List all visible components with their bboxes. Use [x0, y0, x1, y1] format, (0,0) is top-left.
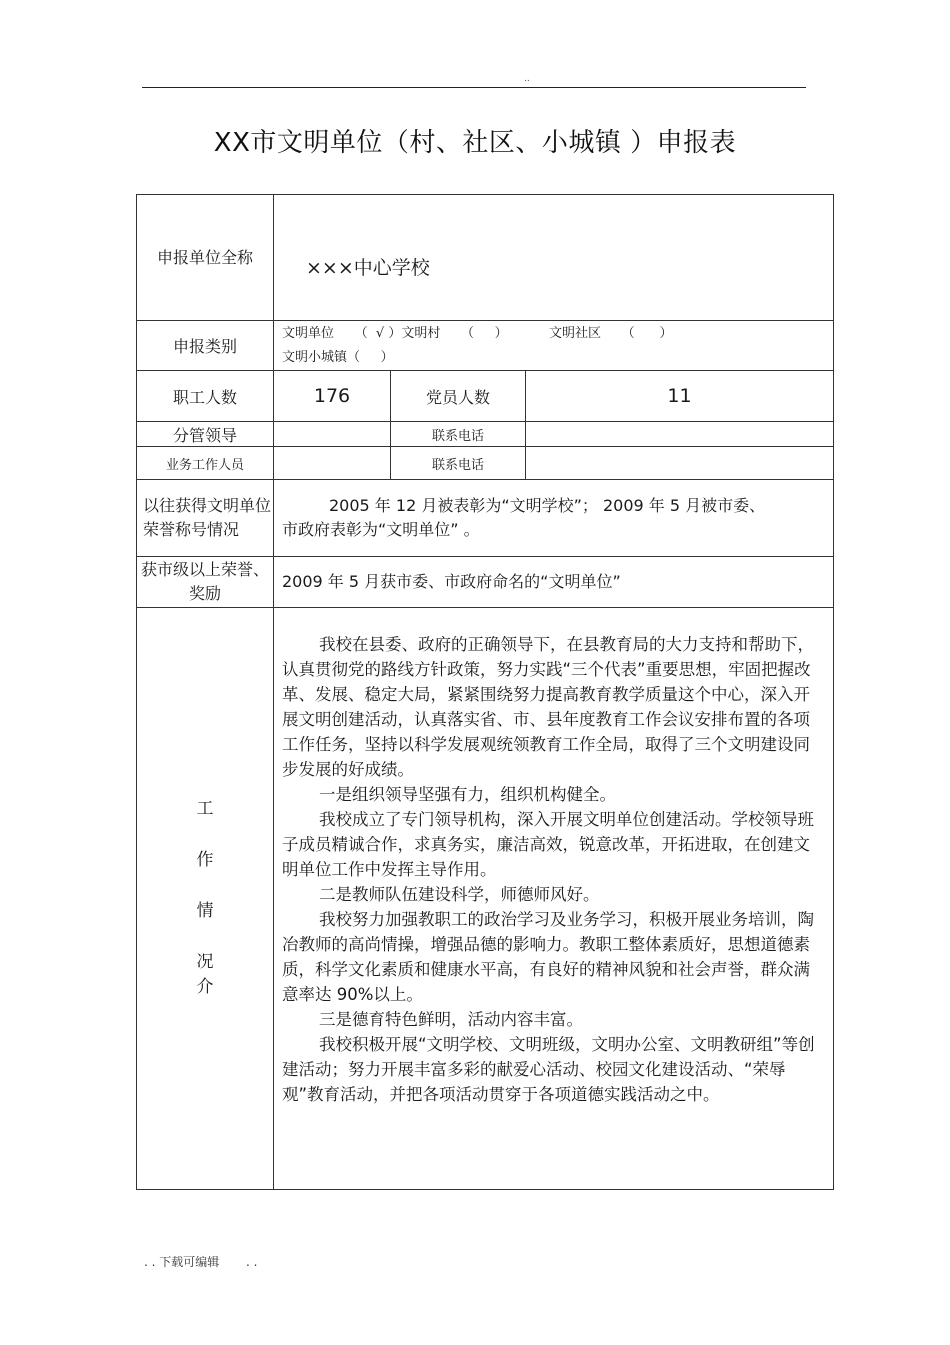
unit-name-value: ×××中心学校 [274, 195, 834, 321]
work-paragraph: 我校积极开展“文明学校、文明班级，文明办公室、文明教研组”等创建活动；努力开展丰富多彩的献爱心活动、校园文化建设活动、“荣辱观”教育活动，并把各项活动贯穿于各项道德实践活动之中。 [282, 1035, 815, 1104]
previous-honor-text [274, 480, 834, 557]
work-label-char: 情 [196, 901, 214, 921]
previous-honor-label: 以往获得文明单位荣誉称号情况 [137, 480, 274, 557]
party-count-label: 党员人数 [391, 371, 526, 422]
work-label-char: 介 [196, 977, 214, 997]
worker-phone-label: 联系电话 [391, 447, 526, 480]
footer-note: . . 下载可编辑 . . [144, 1255, 258, 1269]
work-label-char: 况 [196, 952, 214, 972]
category-label: 申报类别 [137, 321, 274, 371]
work-paragraph: 我校成立了专门领导机构，深入开展文明单位创建活动。学校领导班子成员精诚合作，求真务实，廉洁高效，锐意改革，开拓进取，在创建文明单位工作中发挥主导作用。 [282, 810, 814, 879]
city-honor-label: 获市级以上荣誉、奖励 [137, 557, 274, 608]
page-title: XX市文明单位（村、社区、小城镇 ）申报表 [213, 128, 737, 158]
header-rule [142, 87, 806, 88]
work-paragraph: 二是教师队伍建设科学，师德师风好。 [319, 885, 600, 904]
header-mark: .. [524, 74, 530, 84]
previous-honor-line-1: 2005 年 12 月被表彰为“文明学校”； 2009 年 5 月被市委、 [329, 496, 766, 515]
work-summary-label [137, 608, 274, 1190]
category-line-1: 文明单位 （ √ ）文明村 （ ） 文明社区 （ ） [282, 325, 673, 341]
application-form-table [136, 194, 834, 1190]
leader-phone-value [526, 422, 834, 447]
category-options [274, 321, 834, 371]
leader-label: 分管领导 [137, 422, 274, 447]
work-paragraph: 我校努力加强教职工的政治学习及业务学习，积极开展业务培训，陶冶教师的高尚情操，增强品德的影响力。教职工整体素质好，思想道德素质，科学文化素质和健康水平高，有良好的精神风貌和社会声誉，群众满意率达 90%以上。 [282, 910, 814, 1004]
category-line-2: 文明小城镇（ ） [282, 349, 394, 365]
worker-value [274, 447, 391, 480]
staff-count-value: 176 [274, 371, 391, 422]
city-honor-text: 2009 年 5 月获市委、市政府命名的“文明单位” [274, 557, 834, 608]
leader-phone-label: 联系电话 [391, 422, 526, 447]
worker-phone-value [526, 447, 834, 480]
staff-count-label: 职工人数 [137, 371, 274, 422]
work-paragraph: 我校在县委、政府的正确领导下，在县教育局的大力支持和帮助下，认真贯彻党的路线方针政策，努力实践“三个代表”重要思想，牢固把握改革、发展、稳定大局，紧紧围绕努力提高教育教学质量这个中心，深入开展文明创建活动，认真落实省、市、县年度教育工作会议安排布置的各项工作任务，坚持以科学发展观统领教育工作全局，取得了三个文明建设同步发展的好成绩。 [282, 635, 814, 779]
work-paragraph: 一是组织领导坚强有力，组织机构健全。 [319, 785, 616, 804]
leader-value [274, 422, 391, 447]
work-paragraph: 三是德育特色鲜明，活动内容丰富。 [319, 1010, 583, 1029]
unit-name-label: 申报单位全称 [137, 195, 274, 321]
worker-label: 业务工作人员 [137, 447, 274, 480]
work-label-char: 工 [196, 799, 214, 819]
party-count-value: 11 [526, 371, 834, 422]
previous-honor-line-2: 市政府表彰为“文明单位” 。 [282, 520, 480, 539]
work-summary-text [274, 608, 834, 1190]
work-label-char: 作 [196, 850, 214, 870]
